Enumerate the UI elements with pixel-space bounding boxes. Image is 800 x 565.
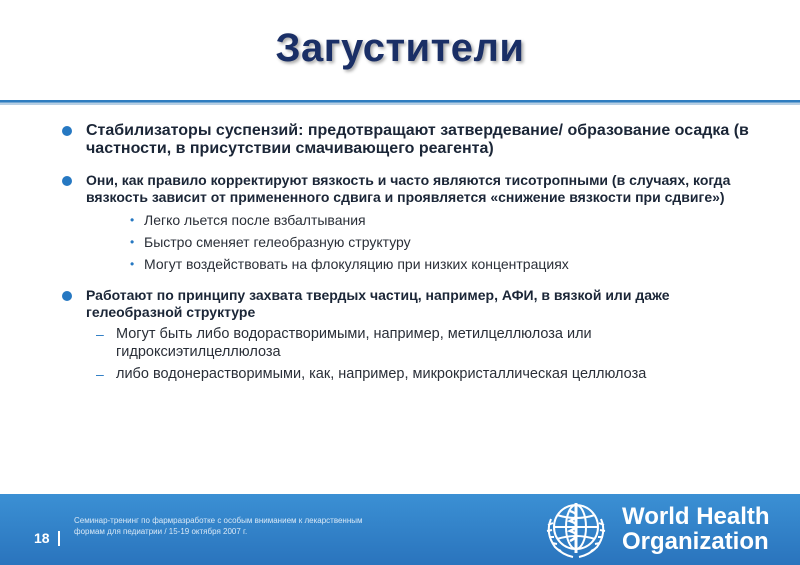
dash-bullet-icon: – [96, 326, 104, 342]
slide-title: Загустители [275, 26, 525, 70]
seminar-caption: Семинар-тренинг по фармразработке с особым вниманием к лекарственным формам для педиатрии / 15-19 октября 2007 г. [74, 516, 363, 536]
sub-item-text: Быстро сменяет гелеобразную структуру [144, 234, 411, 250]
bullet-item [62, 172, 752, 273]
sub-item [86, 212, 752, 229]
bullet-text: Работают по принципу захвата твердых частиц, например, АФИ, в вязкой или даже гелеобразной структуре [86, 287, 670, 320]
bullet-text: Стабилизаторы суспензий: предотвращают затвердевание/ образование осадка (в частности, в присутствии смачивающего реагента) [86, 122, 749, 157]
page-number: 18 [34, 530, 50, 546]
title-divider [0, 100, 800, 105]
page-number-divider [58, 531, 60, 546]
sub-bullet-icon: • [130, 213, 135, 227]
sub-item-text: Могут быть либо водорастворимыми, например, метилцеллюлоза или гидроксиэтилцеллюлоза [116, 326, 592, 360]
sub-list [86, 325, 752, 383]
bullet-item [62, 287, 752, 383]
sub-item-text: Легко льется после взбалтывания [144, 212, 366, 228]
bullet-dot-icon [62, 291, 72, 301]
sub-item-text: либо водонерастворимыми, как, например, микрокристаллическая целлюлоза [116, 366, 647, 382]
sub-item [86, 256, 752, 273]
bullet-item [62, 122, 752, 158]
bullet-text: Они, как правило корректируют вязкость и часто являются тисотропными (в случаях, когда вязкость зависит от примененного сдвига и проявляется «снижение вязкости при сдвиге») [86, 172, 731, 205]
who-emblem-icon [543, 499, 609, 561]
content-area [62, 122, 752, 397]
sub-list [86, 212, 752, 273]
sub-item [86, 325, 752, 361]
sub-item-text: Могут воздействовать на флокуляцию при низких концентрациях [144, 256, 569, 272]
sub-bullet-icon: • [130, 235, 135, 249]
logo-text-line2: Organization [622, 528, 769, 555]
sub-item [86, 234, 752, 251]
bullet-dot-icon [62, 176, 72, 186]
logo-text-line1: World Health [622, 503, 770, 530]
sub-item [86, 365, 752, 383]
bullet-dot-icon [62, 126, 72, 136]
dash-bullet-icon: – [96, 366, 104, 382]
sub-bullet-icon: • [130, 257, 135, 271]
